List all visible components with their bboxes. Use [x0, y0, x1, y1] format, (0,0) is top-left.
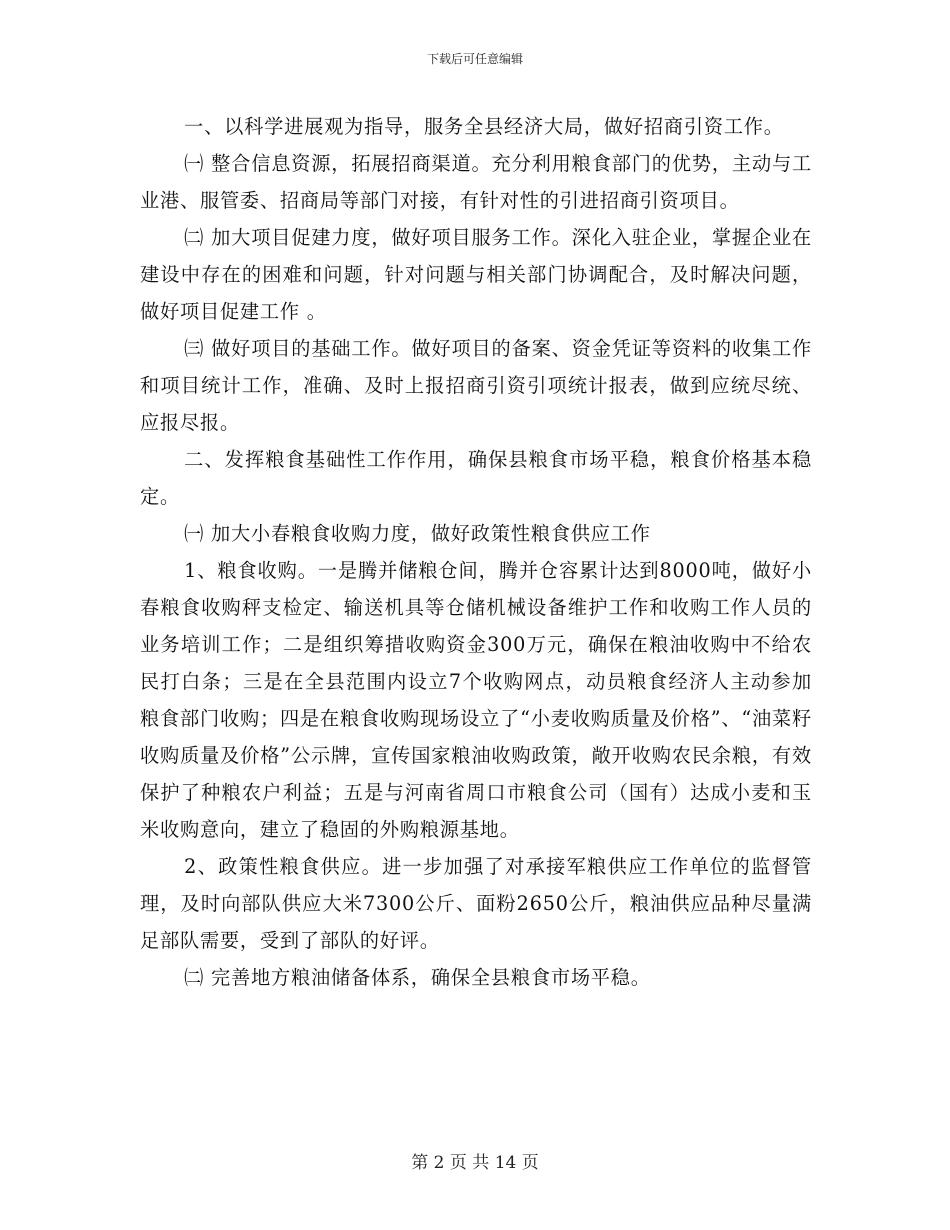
- paragraph: ㈢ 做好项目的基础工作。做好项目的备案、资金凭证等资料的收集工作和项目统计工作，准确、及时上报招商引资引项统计报表，做到应统尽统、应报尽报。: [140, 337, 812, 434]
- page-footer: 第 2 页 共 14 页: [411, 1153, 539, 1173]
- paragraph: 1、粮食收购。一是腾并储粮仓间，腾并仓容累计达到8000吨，做好小春粮食收购秤支检定、输送机具等仓储机械设备维护工作和收购工作人员的业务培训工作；二是组织筹措收购资金300万元，确保在粮油收购中不给农民打白条；三是在全县范围内设立7个收购网点，动员粮食经济人主动参加粮食部门收购；四是在粮食收购现场设立了“小麦收购质量及价格”、“油菜籽收购质量及价格”公示牌，宣传国家粮油收购政策，敞开收购农民余粮，有效保护了种粮农户利益；五是与河南省周口市粮食公司（国有）达成小麦和玉米收购意向，建立了稳固的外购粮源基地。: [140, 559, 812, 841]
- document-body: [140, 108, 812, 996]
- paragraph: ㈡ 加大项目促建力度，做好项目服务工作。深化入驻企业，掌握企业在建设中存在的困难和问题，针对问题与相关部门协调配合，及时解决问题，做好项目促建工作 。: [140, 226, 812, 323]
- paragraph: 一、以科学进展观为指导，服务全县经济大局，做好招商引资工作。: [184, 115, 784, 138]
- paragraph: ㈠ 整合信息资源，拓展招商渠道。充分利用粮食部门的优势，主动与工业港、服管委、招商局等部门对接，有针对性的引进招商引资项目。: [140, 152, 812, 212]
- paragraph: 二、发挥粮食基础性工作作用，确保县粮食市场平稳，粮食价格基本稳定。: [140, 448, 812, 508]
- page-header: 下载后可任意编辑: [426, 52, 523, 66]
- paragraph: ㈡ 完善地方粮油储备体系，确保全县粮食市场平稳。: [184, 966, 651, 989]
- paragraph: 2、政策性粮食供应。进一步加强了对承接军粮供应工作单位的监督管理，及时向部队供应大米7300公斤、面粉2650公斤，粮油供应品种尽量满足部队需要，受到了部队的好评。: [140, 855, 812, 952]
- paragraph: ㈠ 加大小春粮食收购力度，做好政策性粮食供应工作: [184, 522, 651, 545]
